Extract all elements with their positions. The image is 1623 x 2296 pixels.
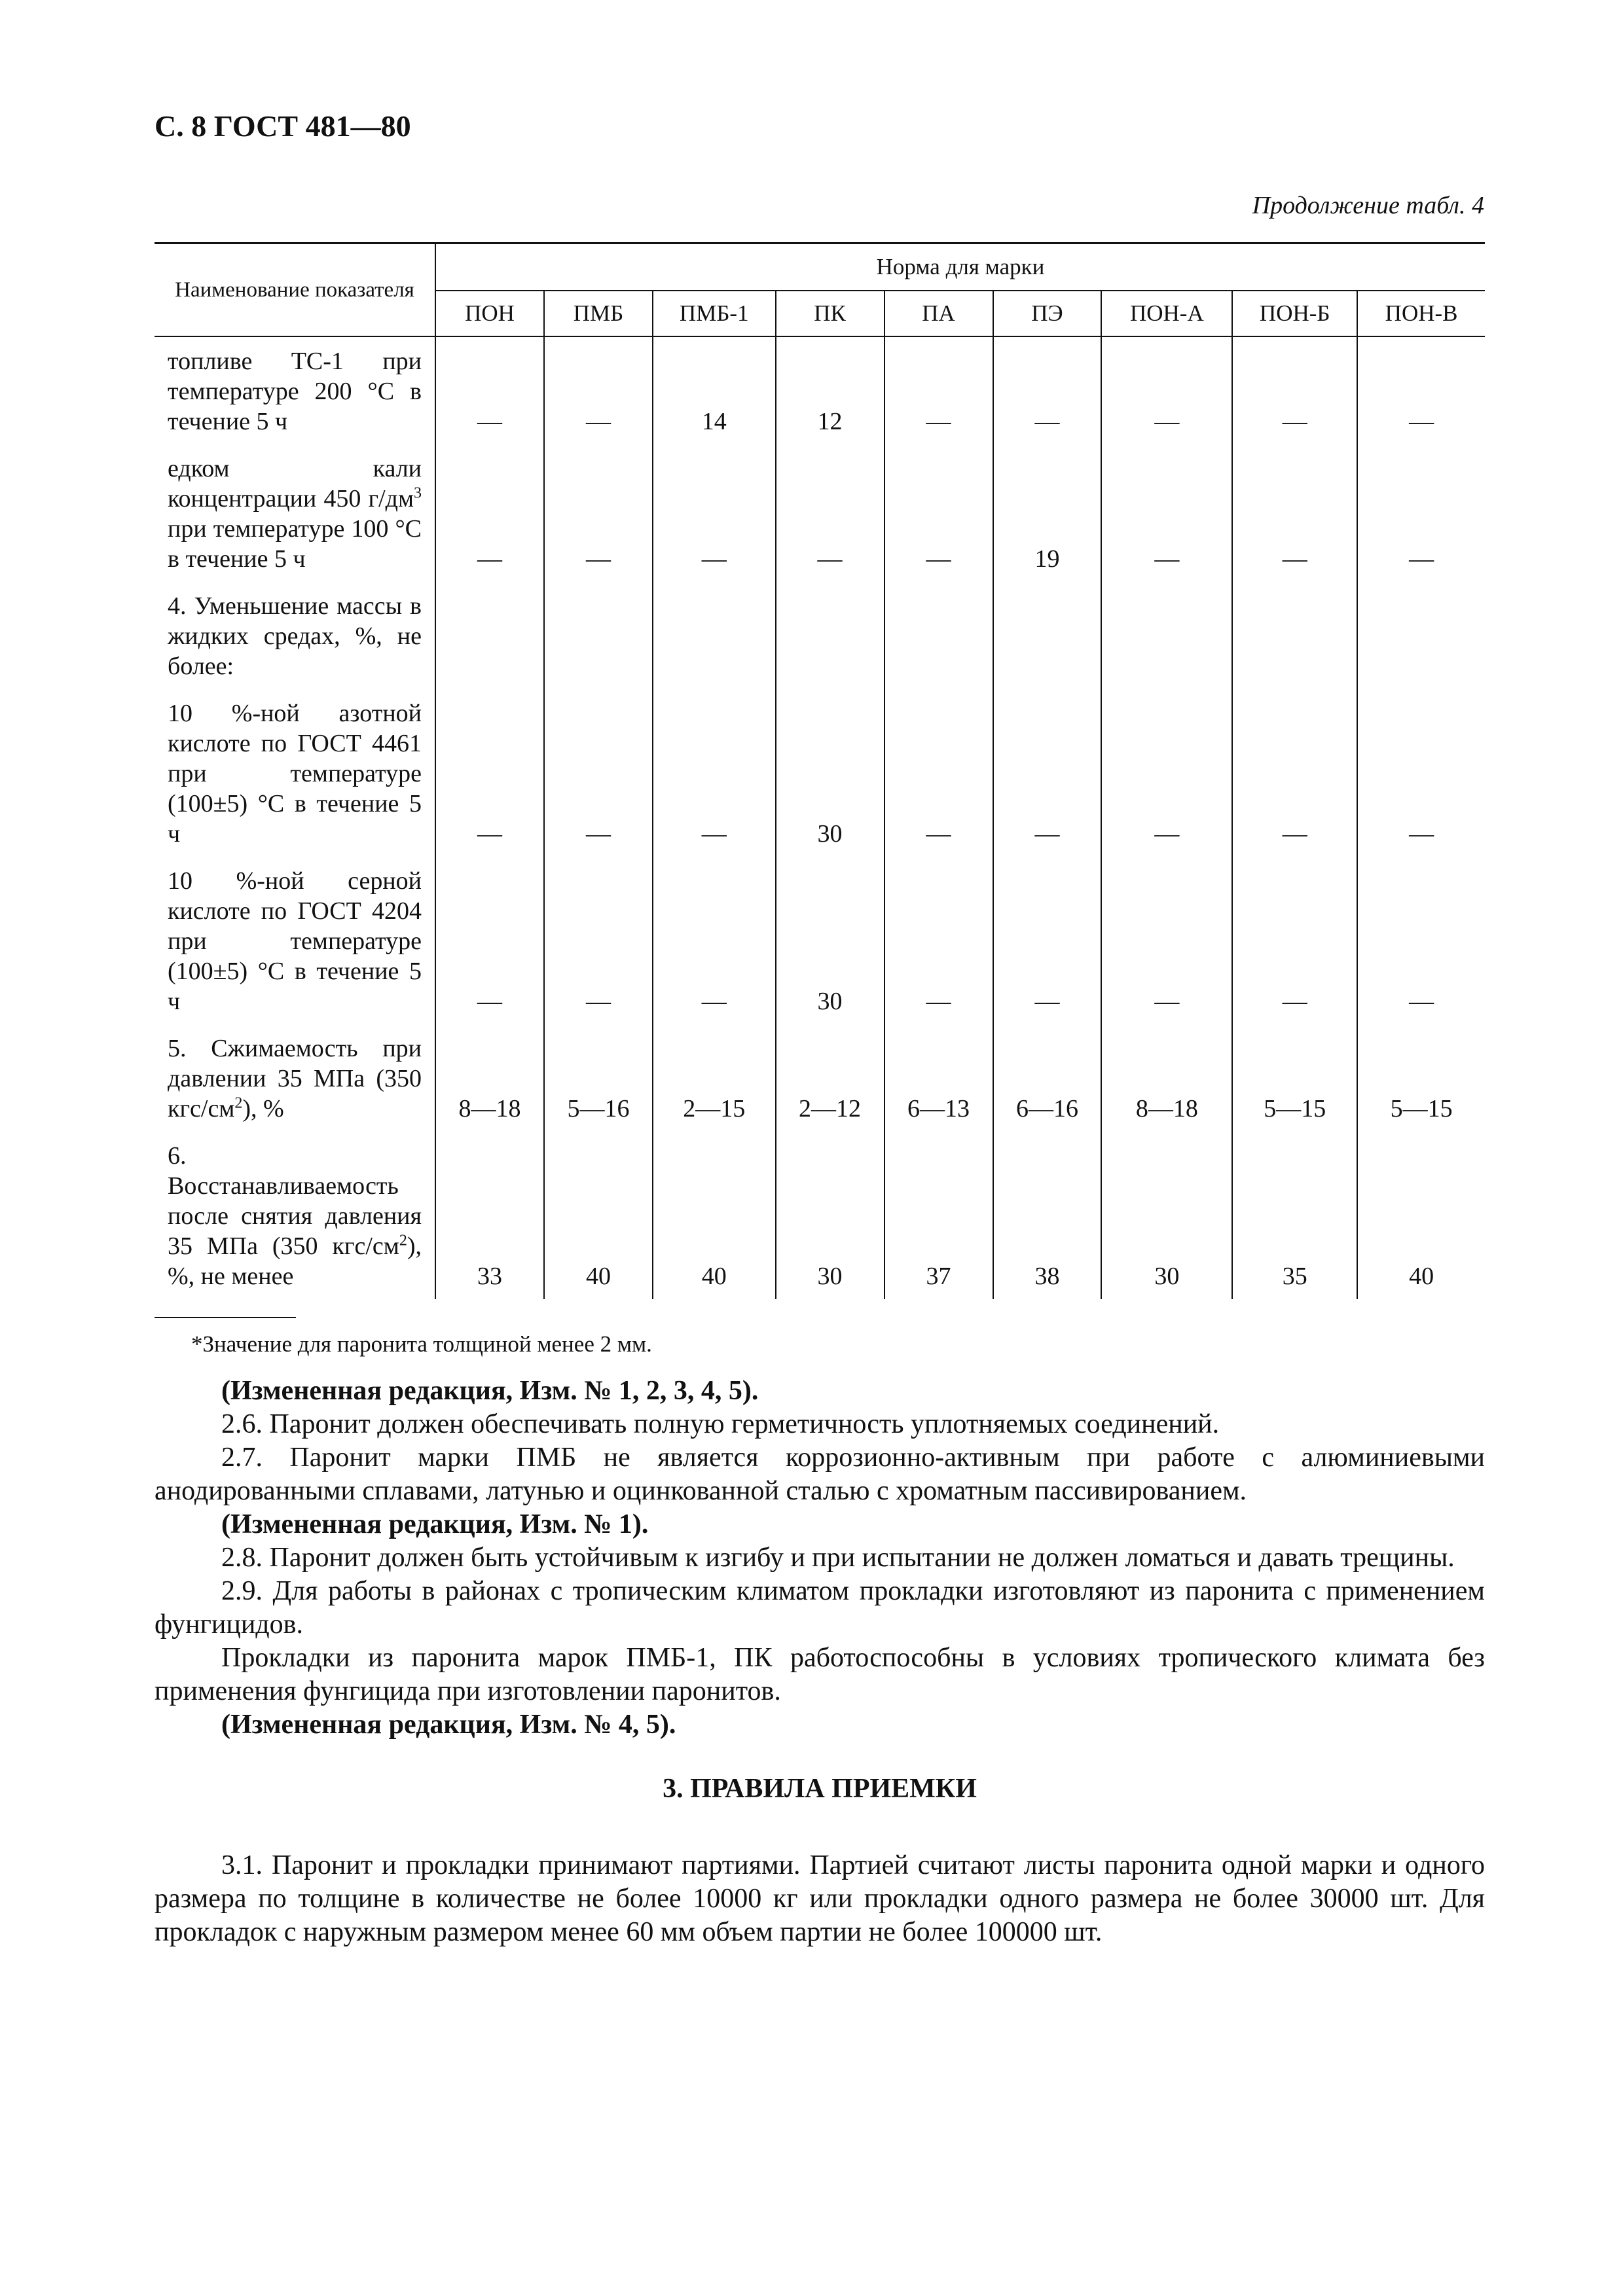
norm-value: —: [544, 857, 653, 1024]
table-row: [155, 1132, 1485, 1299]
norm-value: —: [993, 857, 1102, 1024]
norm-value: —: [653, 857, 776, 1024]
norm-value: —: [1232, 336, 1357, 444]
norm-value: 5—15: [1232, 1024, 1357, 1132]
indicator-name: 6. Восстанавливаемость после снятия давления 35 МПа (350 кгс/$см^2$), %, не менее: [155, 1132, 435, 1299]
norm-value: —: [1101, 857, 1232, 1024]
norm-value: —: [1232, 857, 1357, 1024]
norm-value: —: [544, 336, 653, 444]
paragraph-2-7: 2.7. Паронит марки ПМБ не является коррозионно-активным при работе с алюминиевыми анодированными сплавами, латунью и оцинкованной сталью с хроматным пассивированием.: [155, 1443, 1485, 1506]
table-continuation-label: Продолжение табл. 4: [1252, 192, 1484, 219]
page-header: С. 8 ГОСТ 481—80: [155, 109, 411, 143]
revision-note: (Измененная редакция, Изм. № 4, 5).: [221, 1710, 676, 1740]
paragraph-3-1: 3.1. Паронит и прокладки принимают партиями. Партией считают листы паронита одной марки и одного размера по толщине в количестве не более 10000 кг или прокладки одного размера не более 30000 шт. Для прокладок с наружным размером менее 60 мм объем партии не более 100000 шт.: [155, 1850, 1485, 1947]
section-title: 3. ПРАВИЛА ПРИЕМКИ: [663, 1774, 977, 1804]
grade-header: ПМБ-1: [653, 291, 776, 336]
grade-header: ПК: [776, 291, 884, 336]
column-header-norm: Норма для марки: [435, 243, 1485, 291]
norm-value: —: [1101, 444, 1232, 582]
table-row: [155, 582, 1485, 689]
norm-value: 38: [993, 1132, 1102, 1299]
body-text: [155, 1374, 1485, 1949]
table-row: [155, 336, 1485, 444]
indicator-name: 10 %-ной азотной кислоте по ГОСТ 4461 при температуре (100±5) °С в течение 5 ч: [155, 689, 435, 857]
column-header-indicator: Наименование показателя: [155, 243, 435, 337]
norm-value: 2—15: [653, 1024, 776, 1132]
paragraph-2-8: 2.8. Паронит должен быть устойчивым к изгибу и при испытании не должен ломаться и давать трещины.: [221, 1543, 1455, 1573]
norm-value: 37: [884, 1132, 993, 1299]
norm-value: 33: [477, 1263, 502, 1290]
norm-value: —: [1357, 689, 1485, 857]
norm-value: —: [477, 820, 502, 848]
norm-value: —: [993, 336, 1102, 444]
norm-value: —: [776, 444, 884, 582]
norm-value: —: [1101, 336, 1232, 444]
norm-value: 30: [776, 857, 884, 1024]
norm-value: —: [477, 408, 502, 435]
norm-value: —: [653, 444, 776, 582]
indicator-name: 5. Сжимаемость при давлении 35 МПа (350 кгс/$см^2$), %: [155, 1024, 435, 1132]
norm-value: —: [884, 444, 993, 582]
norm-value: 6—13: [884, 1024, 993, 1132]
indicator-group-name: 4. Уменьшение массы в жидких средах, %, не более:: [155, 582, 435, 689]
norm-value: —: [1357, 444, 1485, 582]
norm-value: 35: [1232, 1132, 1357, 1299]
grade-header: ПА: [884, 291, 993, 336]
norms-table: [155, 242, 1485, 1299]
norm-value: 30: [1101, 1132, 1232, 1299]
norm-value: —: [1232, 444, 1357, 582]
norm-value: —: [884, 336, 993, 444]
norm-value: 40: [1357, 1132, 1485, 1299]
norm-value: 30: [776, 689, 884, 857]
table-row: [155, 857, 1485, 1024]
grade-header: ПОН-В: [1357, 291, 1485, 336]
grade-header: ПМБ: [544, 291, 653, 336]
norm-value: 6—16: [993, 1024, 1102, 1132]
norm-value: 2—12: [776, 1024, 884, 1132]
norm-value: —: [1101, 689, 1232, 857]
norm-value: 30: [776, 1132, 884, 1299]
paragraph-2-6: 2.6. Паронит должен обеспечивать полную герметичность уплотняемых соединений.: [221, 1409, 1220, 1439]
grade-header: ПОН-А: [1101, 291, 1232, 336]
norm-value: 14: [653, 336, 776, 444]
indicator-name: едком кали концентрации 450 $г/дм^3$ при температуре 100 °С в течение 5 ч: [155, 444, 435, 582]
norm-value: —: [993, 689, 1102, 857]
norm-value: —: [477, 545, 502, 573]
grade-header: ПОН: [435, 291, 544, 336]
norm-value: 5—15: [1357, 1024, 1485, 1132]
norm-value: 8—18: [1101, 1024, 1232, 1132]
footnote-divider: [155, 1317, 296, 1318]
norm-value: 40: [653, 1132, 776, 1299]
table-row: [155, 1024, 1485, 1132]
norm-value: 40: [544, 1132, 653, 1299]
table-row: [155, 689, 1485, 857]
revision-note: (Измененная редакция, Изм. № 1).: [221, 1509, 649, 1539]
norm-value: —: [544, 444, 653, 582]
norm-value: 12: [776, 336, 884, 444]
norm-value: —: [544, 689, 653, 857]
indicator-name: топливе ТС-1 при температуре 200 °С в течение 5 ч: [155, 336, 435, 444]
norm-value: —: [653, 689, 776, 857]
norm-value: 8—18: [458, 1095, 521, 1122]
norm-value: —: [1357, 336, 1485, 444]
grade-header: ПОН-Б: [1232, 291, 1357, 336]
paragraph-2-9: 2.9. Для работы в районах с тропическим климатом прокладки изготовляют из паронита с применением фунгицидов.: [155, 1576, 1485, 1640]
footnote: *Значение для паронита толщиной менее 2 мм.: [191, 1331, 652, 1357]
norm-value: —: [1232, 689, 1357, 857]
indicator-name: 10 %-ной серной кислоте по ГОСТ 4204 при температуре (100±5) °С в течение 5 ч: [155, 857, 435, 1024]
norm-value: —: [884, 689, 993, 857]
norm-value: 5—16: [544, 1024, 653, 1132]
norm-value: —: [884, 857, 993, 1024]
paragraph-tropical: Прокладки из паронита марок ПМБ-1, ПК работоспособны в условиях тропического климата без применения фунгицида при изготовлении паронитов.: [155, 1643, 1485, 1706]
grade-header: ПЭ: [993, 291, 1102, 336]
norm-value: —: [1357, 857, 1485, 1024]
table-row: [155, 444, 1485, 582]
norm-value: 19: [993, 444, 1102, 582]
norm-value: —: [477, 988, 502, 1015]
revision-note: (Измененная редакция, Изм. № 1, 2, 3, 4, 5).: [221, 1376, 759, 1406]
